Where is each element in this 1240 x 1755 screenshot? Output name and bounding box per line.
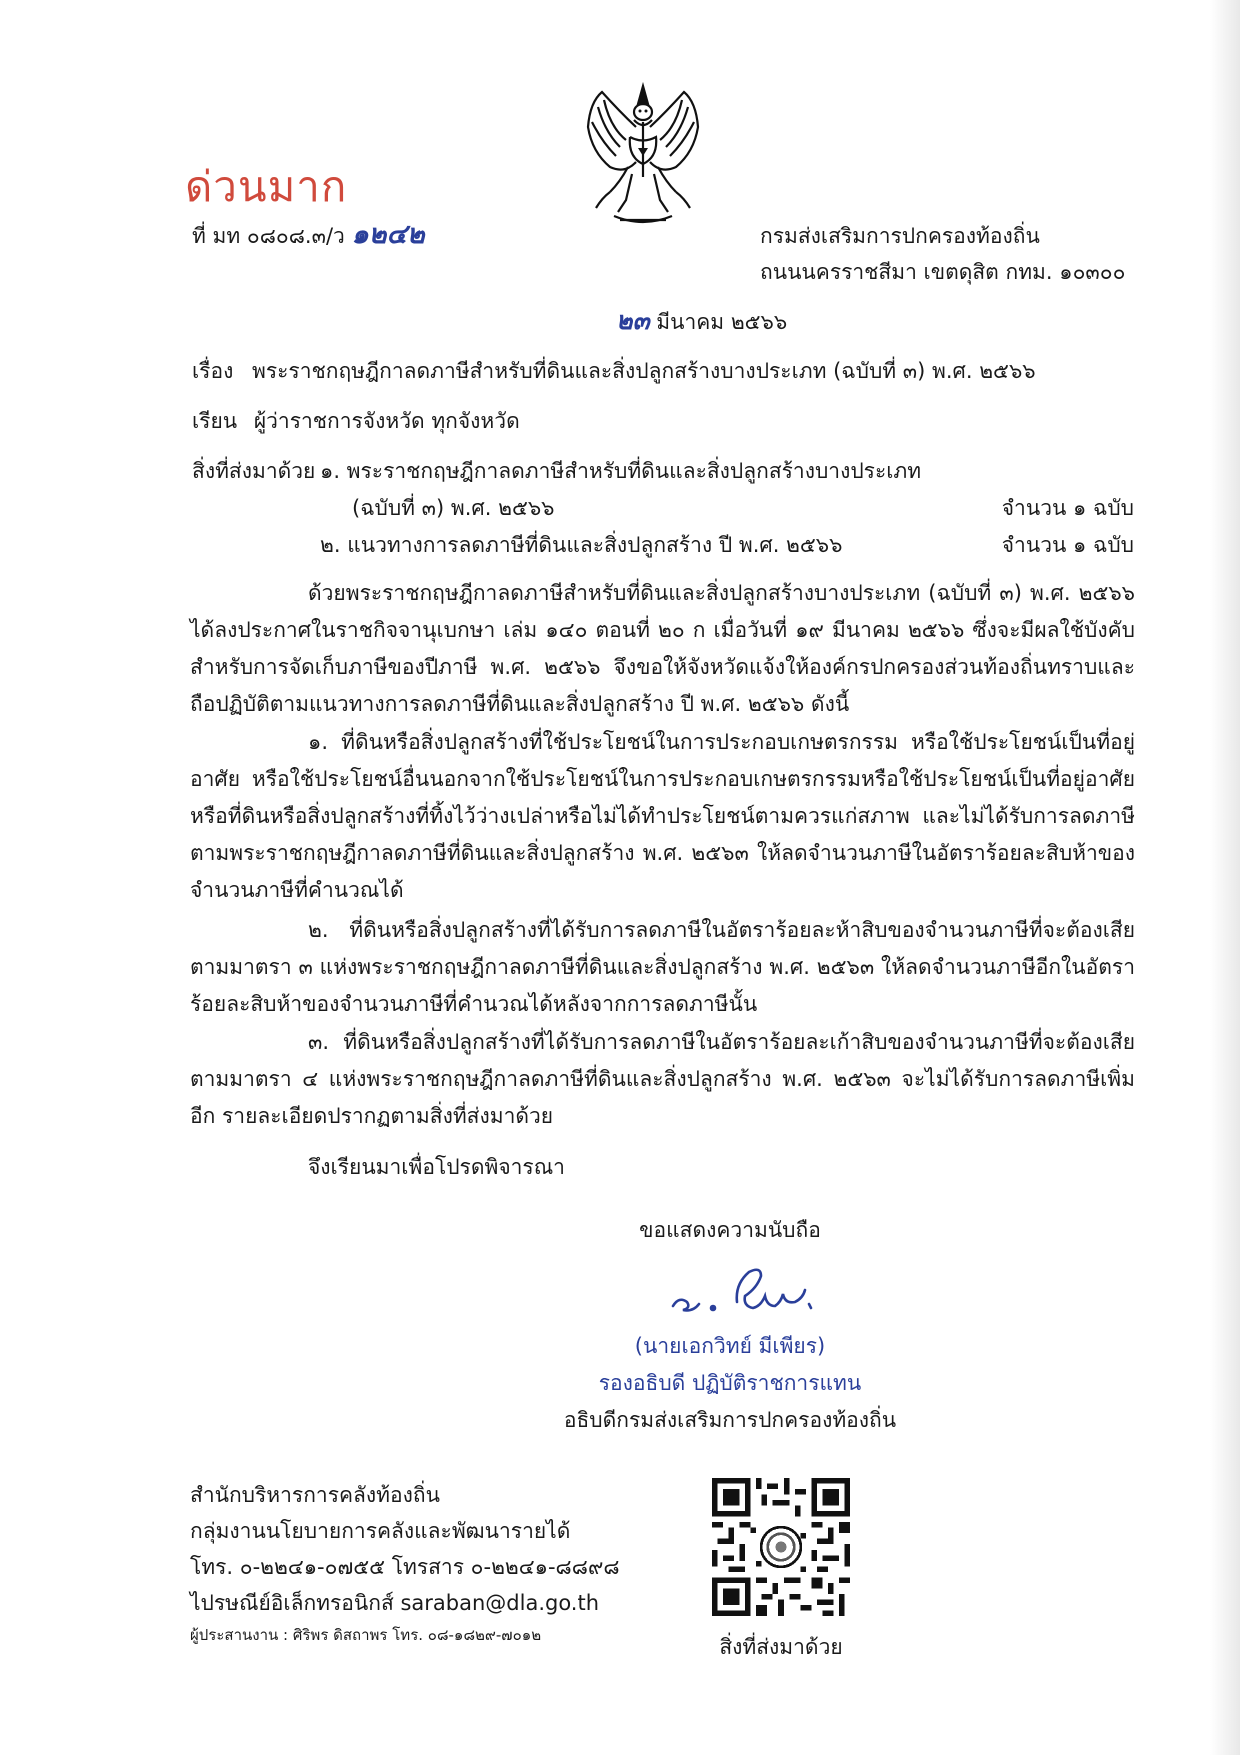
signer-name: (นายเอกวิทย์ มีเพียร)	[634, 1334, 826, 1358]
body-closing: จึงเรียนมาเพื่อโปรดพิจารณา	[308, 1155, 565, 1179]
subject-line	[192, 356, 1036, 386]
enclosure-item-1-line2: (ฉบับที่ ๓) พ.ศ. ๒๕๖๖	[352, 496, 555, 520]
document-number	[192, 220, 425, 251]
addressee-line	[192, 406, 520, 436]
enclosure-item-1-qty: จำนวน ๑ ฉบับ	[1001, 496, 1134, 520]
footer-coordinator: ผู้ประสานงาน : ศิริพร ดิสถาพร โทร. ๐๘-๑๘๒๙-๗๐๑๒	[190, 1626, 542, 1644]
document-number-prefix: ที่ มท ๐๘๐๘.๓/ว	[192, 224, 345, 248]
org-name: กรมส่งเสริมการปกครองท้องถิ่น	[760, 224, 1040, 248]
date-day-handwritten: ๒๓	[616, 306, 650, 335]
body-point-3: ๓. ที่ดินหรือสิ่งปลูกสร้างที่ได้รับการลดภาษีในอัตราร้อยละเก้าสิบของจำนวนภาษีที่จะต้องเสียตามมาตรา ๔ แห่งพระราชกฤษฎีกาลดภาษีที่ดินและสิ่งปลูกสร้าง พ.ศ. ๒๕๖๓ จะไม่ได้รับการลดภาษีเพิ่มอีก รายละเอียดปรากฏตามสิ่งที่ส่งมาด้วย	[190, 1030, 1135, 1128]
enclosure-item-2-qty: จำนวน ๑ ฉบับ	[1001, 533, 1134, 557]
footer-phone-fax: โทร. ๐-๒๒๔๑-๐๗๕๕ โทรสาร ๐-๒๒๔๑-๘๘๙๘	[190, 1555, 620, 1579]
footer-email: ไปรษณีย์อิเล็กทรอนิกส์ saraban@dla.go.th	[190, 1591, 600, 1615]
document-number-handwritten: ๑๒๔๒	[351, 219, 425, 250]
signer-position-title: อธิบดีกรมส่งเสริมการปกครองท้องถิ่น	[563, 1408, 897, 1432]
enclosures-label: สิ่งที่ส่งมาด้วย	[192, 459, 316, 483]
document-date	[616, 306, 787, 337]
subject-text: พระราชกฤษฎีกาลดภาษีสำหรับที่ดินและสิ่งปลูกสร้างบางประเภท (ฉบับที่ ๓) พ.ศ. ๒๕๖๖	[252, 359, 1036, 383]
qr-caption: สิ่งที่ส่งมาด้วย	[719, 1635, 843, 1659]
scan-edge-shadow	[1210, 0, 1240, 1755]
signature-regards: ขอแสดงความนับถือ	[639, 1218, 821, 1242]
addressee-label: เรียน	[192, 409, 238, 433]
urgency-stamp: ด่วนมาก	[185, 162, 348, 211]
signer-position-acting: รองอธิบดี ปฏิบัติราชการแทน	[598, 1371, 862, 1395]
addressee-text: ผู้ว่าราชการจังหวัด ทุกจังหวัด	[253, 409, 520, 433]
body-intro: ด้วยพระราชกฤษฎีกาลดภาษีสำหรับที่ดินและสิ่งปลูกสร้างบางประเภท (ฉบับที่ ๓) พ.ศ. ๒๕๖๖ ได้ลงประกาศในราชกิจจานุเบกษา เล่ม ๑๔๐ ตอนที่ ๒๐ ก เมื่อวันที่ ๑๙ มีนาคม ๒๕๖๖ ซึ่งจะมีผลใช้บังคับสำหรับการจัดเก็บภาษีของปีภาษี พ.ศ. ๒๕๖๖ จึงขอให้จังหวัดแจ้งให้องค์กรปกครองส่วนท้องถิ่นทราบและถือปฏิบัติตามแนวทางการลดภาษีที่ดินและสิ่งปลูกสร้าง ปี พ.ศ. ๒๕๖๖ ดังนี้	[190, 581, 1135, 716]
qr-code-icon[interactable]	[712, 1478, 850, 1616]
handwritten-signature	[665, 1262, 825, 1324]
enclosure-item-2-line1: ๒. แนวทางการลดภาษีที่ดินและสิ่งปลูกสร้าง ปี พ.ศ. ๒๕๖๖	[320, 533, 843, 557]
org-address: ถนนนครราชสีมา เขตดุสิต กทม. ๑๐๓๐๐	[760, 260, 1126, 284]
date-month-year: มีนาคม ๒๕๖๖	[656, 310, 788, 334]
footer-group: กลุ่มงานนโยบายการคลังและพัฒนารายได้	[190, 1519, 571, 1543]
enclosure-item-1-line1: ๑. พระราชกฤษฎีกาลดภาษีสำหรับที่ดินและสิ่งปลูกสร้างบางประเภท	[320, 459, 922, 483]
body-point-2: ๒. ที่ดินหรือสิ่งปลูกสร้างที่ได้รับการลดภาษีในอัตราร้อยละห้าสิบของจำนวนภาษีที่จะต้องเสียตามมาตรา ๓ แห่งพระราชกฤษฎีกาลดภาษีที่ดินและสิ่งปลูกสร้าง พ.ศ. ๒๕๖๓ ให้ลดจำนวนภาษีอีกในอัตราร้อยละสิบห้าของจำนวนภาษีที่คำนวณได้หลังจากการลดภาษีนั้น	[190, 918, 1135, 1016]
body-point-1: ๑. ที่ดินหรือสิ่งปลูกสร้างที่ใช้ประโยชน์ในการประกอบเกษตรกรรม หรือใช้ประโยชน์เป็นที่อยู่อาศัย หรือใช้ประโยชน์อื่นนอกจากใช้ประโยชน์ในการประกอบเกษตรกรรมหรือใช้ประโยชน์เป็นที่อยู่อาศัย หรือที่ดินหรือสิ่งปลูกสร้างที่ทิ้งไว้ว่างเปล่าหรือไม่ได้ทำประโยชน์ตามควรแก่สภาพ และไม่ได้รับการลดภาษีตามพระราชกฤษฎีกาลดภาษีที่ดินและสิ่งปลูกสร้าง พ.ศ. ๒๕๖๓ ให้ลดจำนวนภาษีในอัตราร้อยละสิบห้าของจำนวนภาษีที่คำนวณได้	[190, 730, 1135, 902]
footer-department: สำนักบริหารการคลังท้องถิ่น	[190, 1483, 440, 1507]
garuda-emblem-icon	[580, 82, 706, 232]
subject-label: เรื่อง	[192, 359, 234, 383]
